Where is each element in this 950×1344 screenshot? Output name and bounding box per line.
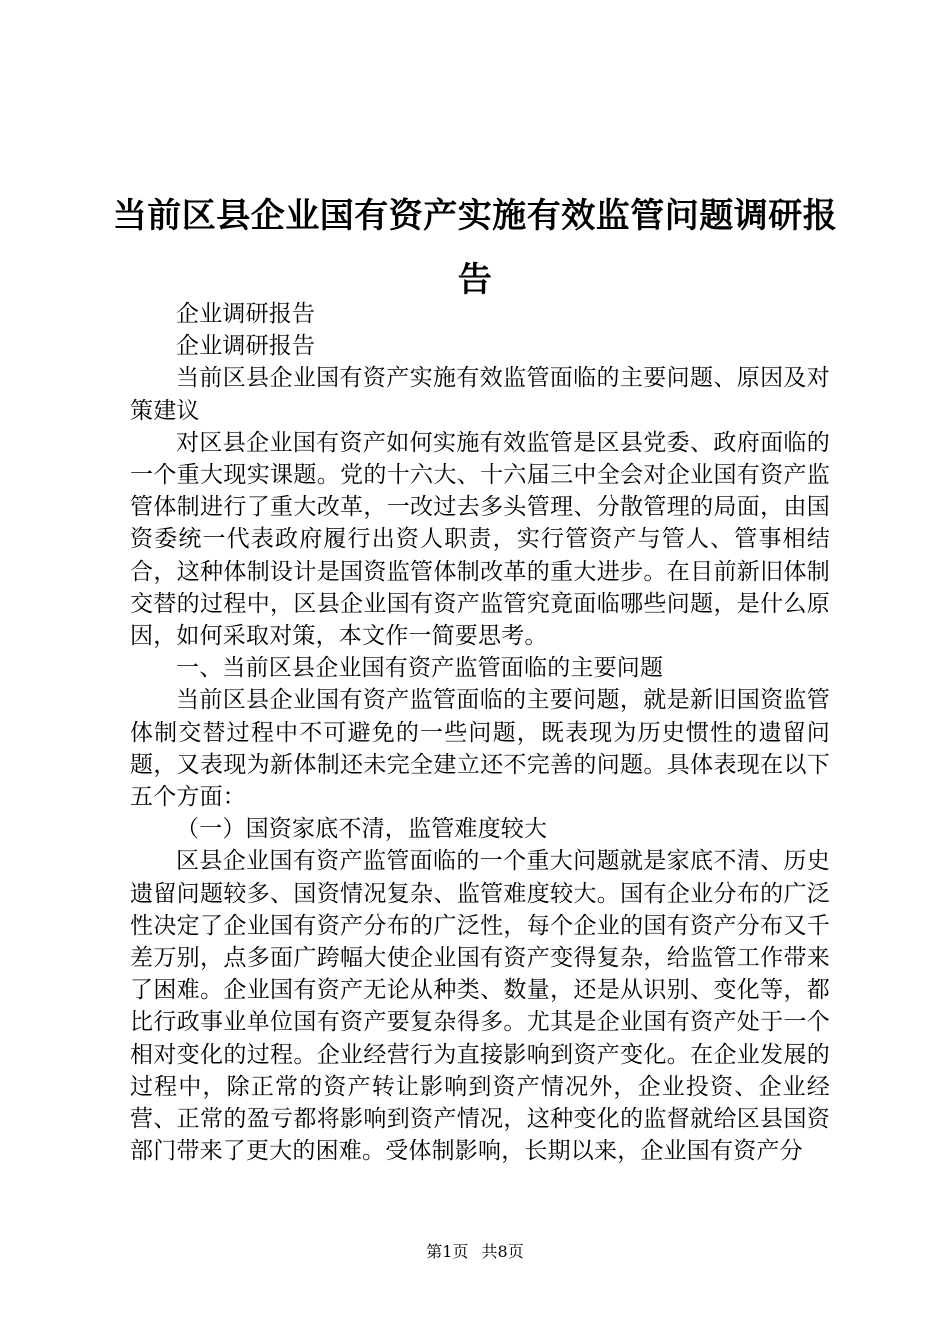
section-heading-1: 一、当前区县企业国有资产监管面临的主要问题: [176, 655, 664, 682]
paragraph-subtitle: 当前区县企业国有资产实施有效监管面临的主要问题、原因及对策建议: [130, 365, 830, 424]
paragraph-category-repeat: 企业调研报告: [176, 333, 316, 360]
document-body: [130, 298, 830, 1167]
document-title: 当前区县企业国有资产实施有效监管问题调研报告: [112, 196, 838, 300]
page-number: 第1页: [426, 1242, 469, 1261]
paragraph-intro: 对区县企业国有资产如何实施有效监管是区县党委、政府面临的一个重大现实课题。党的十六大、十六届三中全会对企业国有资产监管体制进行了重大改革，一改过去多头管理、分散管理的局面，由国资委统一代表政府履行出资人职责，实行管资产与管人、管事相结合，这种体制设计是国资监管体制改革的重大进步。在目前新旧体制交替的过程中，区县企业国有资产监管究竟面临哪些问题，是什么原因，如何采取对策，本文作一简要思考。: [130, 429, 830, 650]
paragraph-subsection-1: 区县企业国有资产监管面临的一个重大问题就是家底不清、历史遗留问题较多、国资情况复杂、监管难度较大。国有企业分布的广泛性决定了企业国有资产分布的广泛性，每个企业的国有资产分布又千差万别，点多面广跨幅大使企业国有资产变得复杂，给监管工作带来了困难。企业国有资产无论从种类、数量，还是从识别、变化等，都比行政事业单位国有资产要复杂得多。尤其是企业国有资产处于一个相对变化的过程。企业经营行为直接影响到资产变化。在企业发展的过程中，除正常的资产转让影响到资产情况外，企业投资、企业经营、正常的盈亏都将影响到资产情况，这种变化的监督就给区县国资部门带来了更大的困难。受体制影响，长期以来，企业国有资产分: [130, 848, 830, 1165]
paragraph-category: 企业调研报告: [176, 301, 316, 327]
subsection-heading-1: （一）国资家底不清，监管难度较大: [176, 816, 548, 843]
page-footer: [0, 1240, 950, 1264]
paragraph-section-1: 当前区县企业国有资产监管面临的主要问题，就是新旧国资监管体制交替过程中不可避免的一些问题，既表现为历史惯性的遗留问题，又表现为新体制还未完全建立还不完善的问题。具体表现在以下五个方面：: [130, 687, 830, 811]
page-total: 共8页: [481, 1242, 524, 1261]
